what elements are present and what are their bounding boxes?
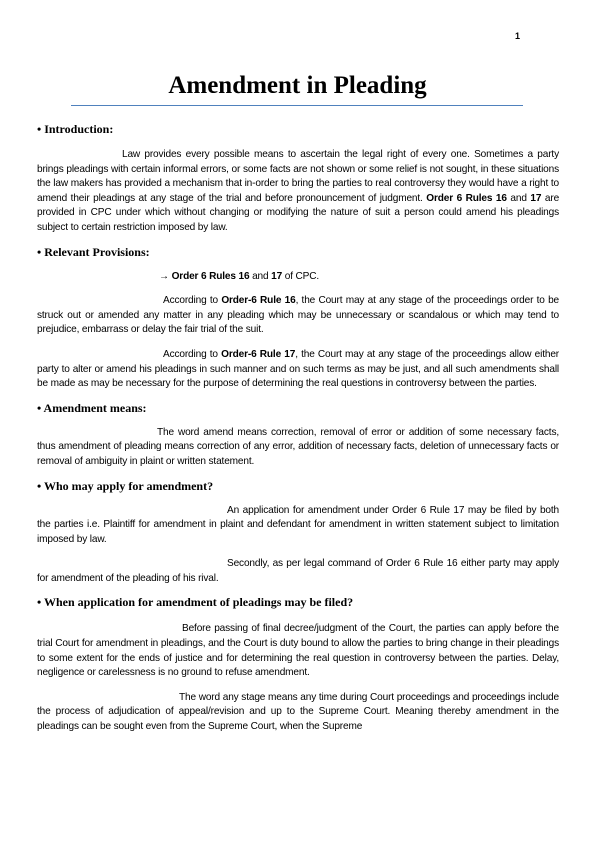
who-paragraph-2: Secondly, as per legal command of Order 6 Rule 16 either party may apply for amendment of the pleading of his rival. <box>37 558 559 584</box>
provisions-arrow-bold: → Order 6 Rules 16 <box>159 270 250 282</box>
document-body <box>37 122 559 735</box>
page-title: Amendment in Pleading <box>168 72 427 99</box>
intro-text-and: and <box>510 192 527 204</box>
provisions-p2-lead: According to <box>163 348 218 360</box>
heading-introduction: • Introduction: <box>37 122 114 136</box>
intro-bold-17: 17 <box>530 192 542 204</box>
provisions-p1-text: , the Court may at any stage of the proceedings order to be struck out or amended any matter in any pleading which may be unnecessary or scandalous or which may tend to prejudice, embarrass or delay the fair trial of the suit. <box>37 295 560 336</box>
means-paragraph: The word amend means correction, removal of error or addition of some necessary facts, thus amendment of pleading means correction of any error, addition of necessary facts, deletion of unnecessary facts or removal of ambiguity in plaint or written statement. <box>37 426 559 467</box>
title-underline <box>71 105 523 106</box>
heading-relevant-provisions: • Relevant Provisions: <box>37 244 150 259</box>
provisions-arrow-and: and <box>252 270 269 282</box>
heading-amendment-means: • Amendment means: <box>37 400 147 415</box>
provisions-arrow-cpc: of CPC. <box>284 270 320 282</box>
intro-text-end: are provided in CPC under which without changing or modifying the nature of suit a person could amend his pleadings subject to certain restriction imposed by law. <box>37 192 560 233</box>
intro-paragraph <box>37 148 559 236</box>
provisions-p2-text: , the Court may at any stage of the proceedings allow either party to alter or amend his pleadings in such manner and on such terms as may be just, and all such amendments shall be made as may be necessary for the purpose of determining the real questions in controversy between the parties. <box>37 348 560 390</box>
when-paragraph-1: Before passing of final decree/judgment of the Court, the parties can apply before the trial Court for amendment in pleadings, and the Court is duty bound to allow the parties to bring change in their pleadings to some extent for the ends of justice and for determining the real question in controversy between the parties. Delay, negligence or carelessness is no ground to refuse amendment. <box>37 623 559 679</box>
provisions-rule17-paragraph <box>37 348 559 392</box>
provisions-p1-bold: Order-6 Rule 16 <box>221 295 296 307</box>
page-number: 1 <box>515 31 521 41</box>
provisions-p2-bold: Order-6 Rule 17 <box>221 348 296 360</box>
provisions-rule16-paragraph <box>37 294 559 338</box>
heading-when-filed: • When application for amendment of pleadings may be filed? <box>37 595 354 610</box>
heading-who-may-apply: • Who may apply for amendment? <box>37 478 214 493</box>
provisions-p1-lead: According to <box>163 295 218 307</box>
provisions-arrow-line <box>37 270 559 285</box>
who-paragraph-1: An application for amendment under Order 6 Rule 17 may be filed by both the parties i.e. Plaintiff for amendment in plaint and defendant for amendment in written statement subject to limitation imposed by law. <box>37 504 559 545</box>
intro-text: Law provides every possible means to ascertain the legal right of every one. Sometimes a party brings pleadings with certain informal errors, or some facts are not shown or some relief is not sought, in these situations the law makers has provided a mechanism that in-order to bring the parties to real controversy they would have a right to amend their pleadings at any stage of the trial and before pronouncement of judgment. <box>37 149 559 204</box>
when-paragraph-2: The word any stage means any time during Court proceedings and proceedings include the process of adjudication of appeal/revision and up to the Supreme Court. Meaning thereby amendment in the pleadings can be sought even from the Supreme Court, when the Supreme <box>37 691 559 733</box>
provisions-arrow-17: 17 <box>271 270 283 282</box>
intro-bold-rule: Order 6 Rules 16 <box>426 192 507 204</box>
